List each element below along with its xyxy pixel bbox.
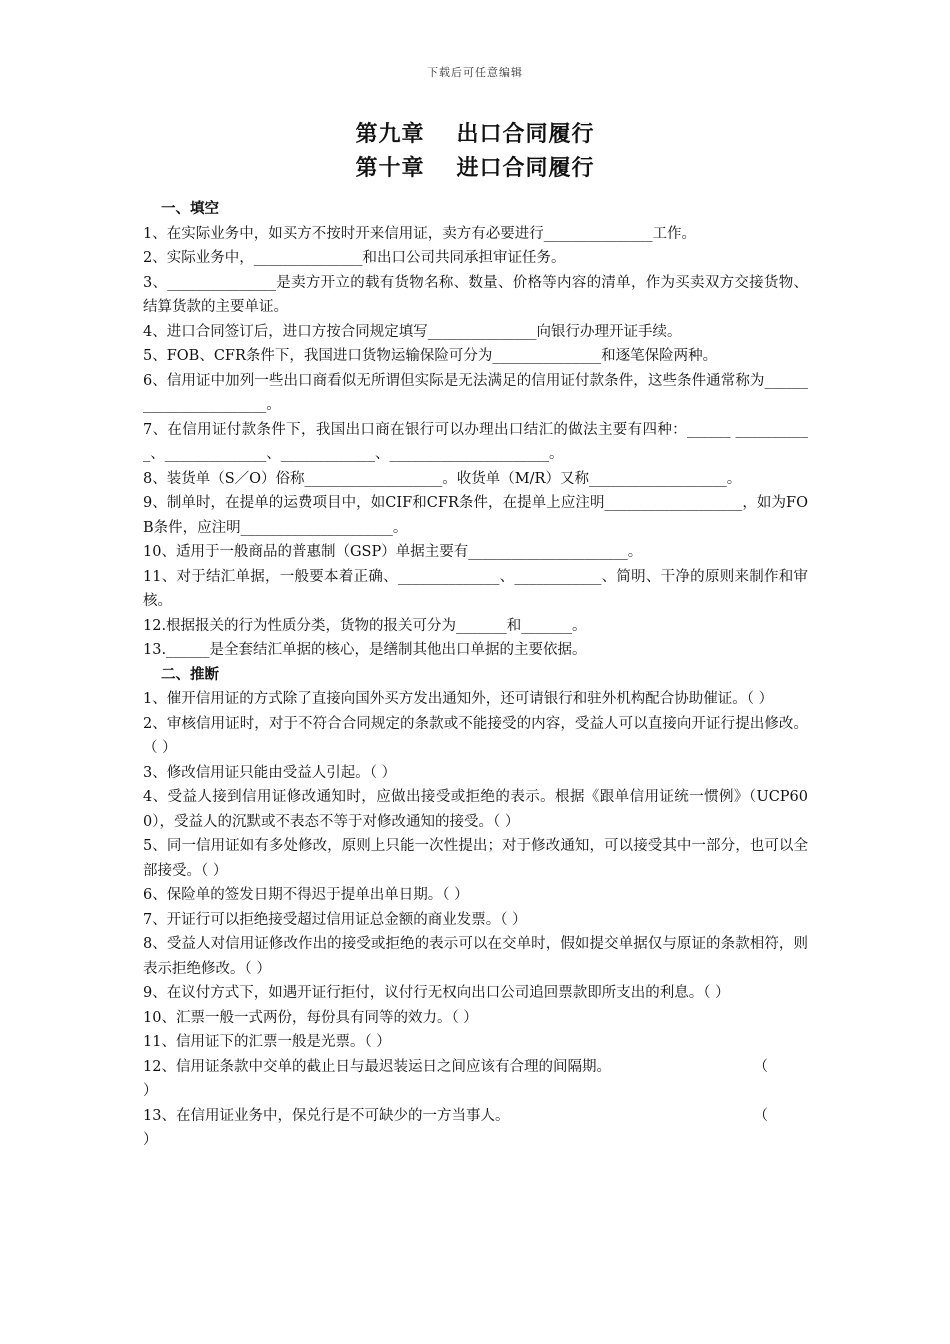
chapter-name: 出口合同履行 (456, 122, 595, 147)
header-note: 下载后可任意编辑 (427, 66, 523, 79)
question-item: 4、进口合同签订后，进口方按合同规定填写_______________向银行办理开证手续。 (143, 323, 682, 340)
chapter-number: 第十章 (355, 156, 425, 181)
chapter-title (0, 118, 950, 152)
question-item (143, 1104, 808, 1129)
section-heading-judgement: 二、推断 (161, 666, 219, 683)
question-item: 4、受益人接到信用证修改通知时，应做出接受或拒绝的表示。根据《跟单信用证统一惯例》（UCP600），受益人的沉默或不表态不等于对修改通知的接受。（ ） (143, 789, 808, 830)
answer-paren-open: （ (753, 1058, 768, 1075)
question-text: 12、信用证条款中交单的截止日与最迟装运日之间应该有合理的间隔期。 (143, 1058, 611, 1075)
question-item: 8、装货单（S／O）俗称___________________。收货单（M/R）又称___________________。 (143, 470, 742, 487)
question-item: 2、实际业务中，_______________和出口公司共同承担审证任务。 (143, 250, 566, 266)
question-item: 13.______是全套结汇单据的核心，是缮制其他出口单据的主要依据。 (143, 642, 587, 658)
question-item: 5、FOB、CFR条件下，我国进口货物运输保险可分为_______________和逐笔保险两种。 (143, 348, 718, 364)
question-item: 1、催开信用证的方式除了直接向国外买方发出通知外，还可请银行和驻外机构配合协助催证。（ ） (143, 691, 774, 707)
question-item: 8、受益人对信用证修改作出的接受或拒绝的表示可以在交单时，假如提交单据仅与原证的条款相符，则表示拒绝修改。（ ） (143, 936, 808, 977)
chapter-titles (0, 118, 950, 186)
question-item: 7、开证行可以拒绝接受超过信用证总金额的商业发票。（ ） (143, 911, 527, 928)
question-item: 10、适用于一般商品的普惠制（GSP）单据主要有______________________。 (143, 544, 643, 560)
document-body (143, 197, 808, 1153)
chapter-name: 进口合同履行 (456, 156, 595, 181)
question-item (143, 1055, 808, 1080)
question-item: 3、_______________是卖方开立的载有货物名称、数量、价格等内容的清单，作为买卖双方交接货物、结算货款的主要单证。 (143, 274, 808, 315)
answer-paren-close-line (143, 1079, 808, 1104)
answer-paren-close: ） (143, 1083, 158, 1099)
answer-paren-open: （ (753, 1107, 768, 1124)
question-item: 9、在议付方式下，如遇开证行拒付，议付行无权向出口公司追回票款即所支出的利息。（ ） (143, 985, 730, 1001)
question-item: 9、制单时，在提单的运费项目中，如CIF和CFR条件，在提单上应注明___________________，如为FOB条件，应注明_____________________。 (143, 495, 808, 536)
chapter-number: 第九章 (355, 122, 425, 147)
question-item: 10、汇票一般一式两份，每份具有同等的效力。（ ） (143, 1009, 478, 1026)
question-item: 7、在信用证付款条件下，我国出口商在银行可以办理出口结汇的做法主要有四种：______ ___________、______________、_____________、______________________。 (143, 421, 808, 462)
question-item: 11、信用证下的汇票一般是光票。（ ） (143, 1034, 391, 1050)
answer-paren-close-line (143, 1128, 808, 1153)
question-item: 11、对于结汇单据，一般要本着正确、______________、____________、简明、干净的原则来制作和审核。 (143, 568, 808, 609)
question-item: 12.根据报关的行为性质分类，货物的报关可分为_______和_______。 (143, 617, 587, 634)
question-item: 6、信用证中加列一些出口商看似无所谓但实际是无法满足的信用证付款条件，这些条件通常称为_______________________。 (143, 372, 808, 413)
question-item: 3、修改信用证只能由受益人引起。（ ） (143, 764, 397, 781)
answer-paren-close: ） (143, 1132, 158, 1148)
question-item: 6、保险单的签发日期不得迟于提单出单日期。（ ） (143, 887, 469, 903)
section-heading-fill-blank: 一、填空 (161, 201, 219, 217)
chapter-title (0, 152, 950, 186)
question-item: 5、同一信用证如有多处修改，原则上只能一次性提出；对于修改通知，可以接受其中一部分，也可以全部接受。（ ） (143, 838, 808, 879)
question-item: 1、在实际业务中，如买方不按时开来信用证，卖方有必要进行_______________工作。 (143, 225, 696, 242)
question-text: 13、在信用证业务中，保兑行是不可缺少的一方当事人。 (143, 1107, 510, 1124)
question-item: 2、审核信用证时，对于不符合合同规定的条款或不能接受的内容，受益人可以直接向开证行提出修改。（ ） (143, 715, 808, 756)
